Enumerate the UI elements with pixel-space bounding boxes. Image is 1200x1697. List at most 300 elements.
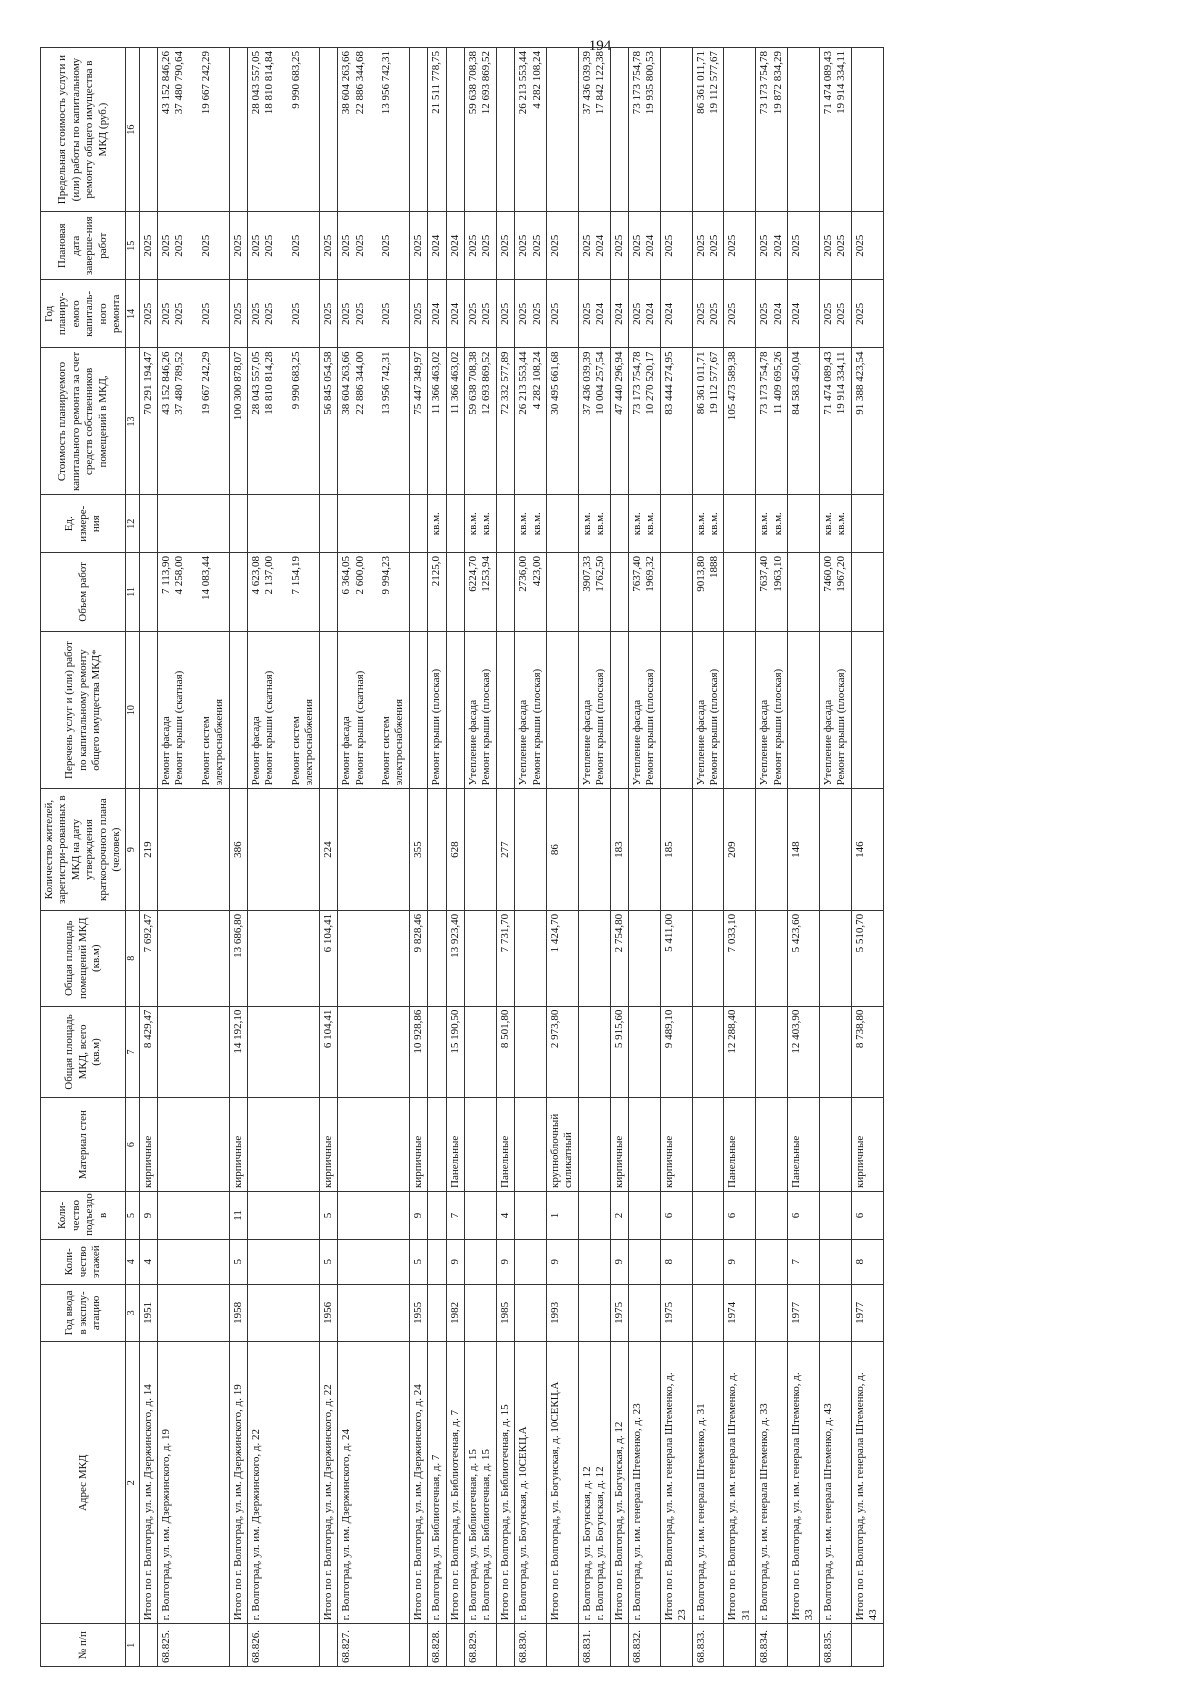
works-list-cell	[756, 631, 788, 789]
planned-year-cell	[660, 280, 692, 348]
limit-cost-line	[367, 51, 380, 208]
unit-line	[412, 498, 425, 549]
limit-cost-line: 19 872 834,29	[771, 51, 784, 115]
table-body	[139, 48, 883, 1667]
planned-cost-cell	[496, 348, 514, 495]
work-volume-line	[449, 556, 462, 628]
work-volume-line	[549, 556, 562, 628]
planned-year-cell	[851, 280, 883, 348]
planned-year-line: 2024	[612, 302, 625, 325]
work-volume-line	[790, 556, 803, 628]
planned-year-cell	[319, 280, 337, 348]
row-number-cell	[319, 1624, 337, 1667]
planned-cost-cell	[319, 348, 337, 495]
premises-area-cell	[428, 910, 446, 1006]
limit-cost-cell	[610, 48, 628, 212]
limit-cost-line: 19 112 577,67	[708, 51, 721, 114]
year-built-cell: 1955	[409, 1284, 427, 1342]
premises-area-cell: 1 424,70	[546, 910, 578, 1006]
limit-cost-line: 4 282 108,24	[530, 51, 543, 109]
limit-cost-cell	[788, 48, 820, 212]
residents-cell: 355	[409, 789, 427, 910]
unit-line	[186, 498, 199, 549]
planned-year-line: 2025	[160, 302, 173, 325]
row-number-cell: 68.832.	[629, 1624, 661, 1667]
planned-cost-cell	[724, 348, 756, 495]
completion-date-cell	[819, 212, 851, 280]
unit-cell	[229, 495, 247, 553]
work-volume-cell	[851, 552, 883, 631]
works-list-cell	[496, 631, 514, 789]
premises-area-cell: 13 686,80	[229, 910, 247, 1006]
unit-line	[232, 498, 245, 549]
entrances-cell	[692, 1191, 724, 1239]
table-row	[629, 48, 661, 1667]
limit-cost-line	[790, 51, 803, 208]
total-area-cell	[515, 1006, 547, 1098]
address-line: 43	[867, 1609, 880, 1621]
total-area-cell: 10 928,86	[409, 1006, 427, 1098]
limit-cost-line: 26 213 553,44	[517, 51, 530, 115]
table-row	[660, 48, 692, 1667]
limit-cost-line	[277, 51, 290, 208]
wall-material-cell: кирпичные	[319, 1098, 337, 1192]
unit-cell	[428, 495, 446, 553]
address-cell	[819, 1342, 851, 1624]
residents-cell	[338, 789, 410, 910]
planned-year-line: 2025	[263, 302, 276, 325]
residents-cell: 224	[319, 789, 337, 910]
completion-date-line: 2025	[466, 234, 479, 257]
residents-cell: 209	[724, 789, 756, 910]
unit-line	[340, 498, 353, 549]
year-built-cell	[338, 1284, 410, 1342]
floors-cell: 5	[409, 1239, 427, 1284]
completion-date-line: 2025	[790, 234, 803, 257]
planned-cost-line: 11 366 463,02	[448, 351, 461, 415]
residents-cell: 219	[139, 789, 157, 910]
planned-cost-line: 37 436 039,39	[580, 351, 593, 415]
planned-year-line: 2025	[411, 302, 424, 325]
planned-year-line: 2025	[580, 302, 593, 325]
entrances-cell	[338, 1191, 410, 1239]
planned-year-cell	[248, 280, 320, 348]
completion-date-cell	[409, 212, 427, 280]
unit-line	[276, 498, 289, 549]
work-volume-line	[412, 556, 425, 628]
completion-date-line: 2025	[853, 234, 866, 257]
wall-material-cell	[464, 1098, 496, 1192]
planned-cost-line: 56 845 054,58	[321, 351, 334, 415]
works-list-line: Ремонт фасада	[340, 716, 353, 786]
planned-year-cell	[464, 280, 496, 348]
unit-line	[250, 498, 263, 549]
premises-area-cell	[248, 910, 320, 1006]
limit-cost-cell	[248, 48, 320, 212]
planned-cost-line: 13 956 742,31	[379, 351, 392, 415]
table-row	[788, 48, 820, 1667]
header-cell: Ед. измере-ния	[41, 495, 126, 553]
entrances-cell: 1	[546, 1191, 578, 1239]
works-list-line	[790, 635, 803, 786]
works-list-line: Ремонт систем электроснабжения	[379, 698, 406, 786]
premises-area-cell: 5 423,60	[788, 910, 820, 1006]
planned-year-cell	[158, 280, 230, 348]
column-number-cell: 9	[126, 789, 139, 910]
planned-year-cell	[496, 280, 514, 348]
work-volume-line: 1963,10	[771, 555, 784, 592]
planned-year-line: 2025	[835, 302, 848, 325]
year-built-cell: 1977	[851, 1284, 883, 1342]
work-volume-line: 2125,0	[430, 555, 443, 587]
total-area-cell	[428, 1006, 446, 1098]
planned-cost-line: 9 990 683,25	[289, 351, 302, 410]
address-line: Итого по г. Волгоград, ул. Библиотечная, д. 15	[498, 1404, 511, 1621]
row-number-cell: 68.833.	[692, 1624, 724, 1667]
planned-year-line	[277, 283, 290, 344]
planned-cost-line: 10 270 520,17	[644, 351, 657, 415]
header-cell: Перечень услуг и (или) работ по капитальному ремонту общего имущества МКД*	[41, 631, 126, 789]
residents-cell: 185	[660, 789, 692, 910]
planned-cost-cell	[515, 348, 547, 495]
limit-cost-cell	[819, 48, 851, 212]
completion-date-line: 2025	[662, 234, 675, 257]
floors-cell	[158, 1239, 230, 1284]
completion-date-line: 2025	[199, 234, 212, 257]
year-built-cell: 1977	[788, 1284, 820, 1342]
entrances-cell	[248, 1191, 320, 1239]
completion-date-cell	[629, 212, 661, 280]
year-built-cell	[464, 1284, 496, 1342]
completion-date-line: 2025	[758, 234, 771, 257]
completion-date-cell	[692, 212, 724, 280]
limit-cost-cell	[660, 48, 692, 212]
planned-cost-line: 37 480 789,52	[173, 351, 186, 415]
planned-cost-line: 19 112 577,67	[708, 351, 721, 415]
planned-cost-cell	[660, 348, 692, 495]
column-number-cell: 10	[126, 631, 139, 789]
address-line: г. Волгоград, ул. им. генерала Штеменко, д. 43	[821, 1403, 834, 1621]
planned-cost-line: 83 444 274,95	[662, 351, 675, 415]
planned-cost-line: 43 152 846,26	[160, 351, 173, 415]
planned-year-line: 2024	[594, 302, 607, 325]
planned-cost-line: 73 173 754,78	[631, 351, 643, 415]
floors-cell	[428, 1239, 446, 1284]
year-built-cell	[248, 1284, 320, 1342]
planned-cost-line: 28 043 557,05	[250, 351, 263, 415]
table-row	[546, 48, 578, 1667]
works-list-cell	[158, 631, 230, 789]
planned-year-cell	[819, 280, 851, 348]
premises-area-cell: 5 411,00	[660, 910, 692, 1006]
completion-date-line: 2025	[379, 234, 392, 257]
planned-year-line: 2024	[662, 302, 675, 325]
limit-cost-line	[187, 51, 200, 208]
column-number-row	[126, 48, 139, 1667]
unit-line: кв.м.	[594, 512, 607, 536]
planned-cost-line	[277, 351, 290, 491]
wall-material-cell	[248, 1098, 320, 1192]
floors-cell: 9	[546, 1239, 578, 1284]
planned-cost-line: 73 173 754,78	[758, 351, 771, 415]
row-number-cell: 68.825.	[158, 1624, 230, 1667]
total-area-cell: 12 403,90	[788, 1006, 820, 1098]
address-line: Итого по г. Волгоград, ул. Богунская, д. 10СЕКЦ.А	[548, 1381, 561, 1621]
premises-area-cell	[629, 910, 661, 1006]
planned-cost-cell	[756, 348, 788, 495]
row-number-cell	[139, 1624, 157, 1667]
completion-date-line: 2025	[160, 234, 173, 257]
planned-cost-cell	[409, 348, 427, 495]
work-volume-line: 2 600,00	[353, 555, 366, 595]
works-list-line: Ремонт систем электроснабжения	[199, 698, 226, 786]
table-row	[229, 48, 247, 1667]
address-cell	[756, 1342, 788, 1624]
planned-year-cell	[515, 280, 547, 348]
header-cell: Количество жителей, зарегистри-рованных в МКД на дату утверждения краткосрочного плана (человек)	[41, 789, 126, 910]
unit-cell	[788, 495, 820, 553]
premises-area-cell: 6 104,41	[319, 910, 337, 1006]
address-line: г. Волгоград, ул. Богунская, д. 12	[580, 1466, 593, 1621]
works-list-cell	[515, 631, 547, 789]
completion-date-line: 2025	[173, 234, 186, 257]
unit-cell	[756, 495, 788, 553]
completion-date-line: 2025	[694, 234, 707, 257]
work-volume-cell	[788, 552, 820, 631]
row-number-cell	[496, 1624, 514, 1667]
planned-year-cell	[338, 280, 410, 348]
address-cell	[158, 1342, 230, 1624]
works-list-line: Ремонт крыши (плоская)	[594, 668, 607, 786]
completion-date-cell	[158, 212, 230, 280]
unit-cell	[139, 495, 157, 553]
total-area-cell	[756, 1006, 788, 1098]
unit-line	[449, 498, 462, 549]
work-volume-cell	[660, 552, 692, 631]
table-row	[464, 48, 496, 1667]
limit-cost-cell	[229, 48, 247, 212]
header-cell: Плановая дата заверше-ния работ	[41, 212, 126, 280]
unit-line	[263, 498, 276, 549]
completion-date-line	[277, 215, 290, 276]
row-number-cell	[788, 1624, 820, 1667]
works-list-line	[499, 635, 512, 786]
work-volume-line	[187, 556, 200, 628]
completion-date-line	[187, 215, 200, 276]
total-area-cell: 6 104,41	[319, 1006, 337, 1098]
unit-line: кв.м.	[644, 512, 657, 536]
completion-date-line: 2025	[548, 234, 561, 257]
address-cell	[409, 1342, 427, 1624]
completion-date-cell	[546, 212, 578, 280]
wall-material-cell: кирпичные	[660, 1098, 692, 1192]
unit-line: кв.м.	[530, 512, 543, 536]
unit-line	[366, 498, 379, 549]
address-line: г. Волгоград, ул. Библиотечная, д. 15	[480, 1449, 493, 1621]
works-list-line: Ремонт крыши (плоская)	[644, 668, 657, 786]
limit-cost-cell	[319, 48, 337, 212]
unit-line	[199, 498, 212, 549]
wall-material-cell	[819, 1098, 851, 1192]
works-list-cell	[409, 631, 427, 789]
header-cell: Общая площадь МКД, всего (кв.м)	[41, 1006, 126, 1098]
planned-cost-line: 19 667 242,29	[199, 351, 212, 415]
limit-cost-line: 18 810 814,84	[263, 51, 276, 115]
limit-cost-cell	[851, 48, 883, 212]
works-list-line: Ремонт систем электроснабжения	[289, 698, 316, 786]
unit-line	[289, 498, 302, 549]
wall-material-cell	[629, 1098, 661, 1192]
row-number-cell: 68.828.	[428, 1624, 446, 1667]
limit-cost-line: 86 361 011,71	[694, 51, 707, 114]
limit-cost-cell	[546, 48, 578, 212]
column-number-cell: 7	[126, 1006, 139, 1098]
completion-date-line: 2025	[480, 234, 493, 257]
wall-material-cell: кирпичные	[409, 1098, 427, 1192]
premises-area-cell: 9 828,46	[409, 910, 427, 1006]
total-area-cell	[692, 1006, 724, 1098]
work-volume-line	[277, 556, 290, 628]
works-list-cell	[446, 631, 464, 789]
row-number-cell	[660, 1624, 692, 1667]
unit-cell	[158, 495, 230, 553]
works-list-cell	[319, 631, 337, 789]
column-number-cell: 8	[126, 910, 139, 1006]
unit-line	[613, 498, 626, 549]
unit-line	[173, 498, 186, 549]
works-list-cell	[629, 631, 661, 789]
row-number-cell: 68.827.	[338, 1624, 410, 1667]
work-volume-cell	[229, 552, 247, 631]
works-list-cell	[692, 631, 724, 789]
premises-area-cell	[158, 910, 230, 1006]
works-list-cell	[610, 631, 628, 789]
unit-line	[160, 498, 173, 549]
work-volume-cell	[409, 552, 427, 631]
address-line: г. Волгоград, ул. им. генерала Штеменко, д. 33	[758, 1403, 771, 1621]
completion-date-cell	[338, 212, 410, 280]
residents-cell	[464, 789, 496, 910]
planned-cost-cell	[229, 348, 247, 495]
repair-register-table	[40, 47, 884, 1667]
wall-material-cell	[158, 1098, 230, 1192]
planned-year-line: 2025	[289, 302, 302, 325]
residents-cell: 146	[851, 789, 883, 910]
floors-cell: 9	[446, 1239, 464, 1284]
entrances-cell	[629, 1191, 661, 1239]
address-cell	[464, 1342, 496, 1624]
planned-cost-cell	[546, 348, 578, 495]
column-number-cell: 12	[126, 495, 139, 553]
entrances-cell	[158, 1191, 230, 1239]
works-list-line	[663, 635, 676, 786]
work-volume-line: 1253,94	[480, 555, 493, 592]
planned-year-cell	[409, 280, 427, 348]
planned-cost-line: 59 638 708,38	[466, 351, 479, 415]
residents-cell	[515, 789, 547, 910]
completion-date-cell	[610, 212, 628, 280]
year-built-cell: 1975	[660, 1284, 692, 1342]
row-number-cell: 68.831.	[578, 1624, 610, 1667]
planned-year-line	[187, 283, 200, 344]
header-cell: Объем работ	[41, 552, 126, 631]
wall-material-cell: Панельные	[788, 1098, 820, 1192]
limit-cost-line: 43 152 846,26	[160, 51, 173, 115]
planned-cost-cell	[629, 348, 661, 495]
address-line: Итого по г. Волгоград, ул. им. генерала Штеменко, д.	[662, 1372, 675, 1621]
planned-cost-line: 72 332 577,89	[498, 351, 511, 415]
address-line: г. Волгоград, ул. Богунская, д. 10СЕКЦ.А	[517, 1426, 530, 1621]
planned-cost-line: 91 388 423,54	[853, 351, 866, 415]
completion-date-cell	[464, 212, 496, 280]
planned-year-line: 2024	[790, 302, 803, 325]
wall-material-cell	[692, 1098, 724, 1192]
planned-cost-cell	[464, 348, 496, 495]
address-cell	[319, 1342, 337, 1624]
address-cell	[724, 1342, 756, 1624]
works-list-cell	[464, 631, 496, 789]
planned-year-line: 2025	[141, 302, 154, 325]
planned-year-line: 2025	[173, 302, 186, 325]
planned-cost-cell	[610, 348, 628, 495]
work-volume-cell	[464, 552, 496, 631]
planned-year-line: 2025	[530, 302, 543, 325]
work-volume-line: 4 258,00	[173, 555, 186, 595]
work-volume-cell	[496, 552, 514, 631]
completion-date-line: 2025	[517, 234, 530, 257]
unit-line: кв.м.	[708, 512, 721, 536]
address-line: 33	[803, 1609, 816, 1621]
row-number-cell	[724, 1624, 756, 1667]
address-line: г. Волгоград, ул. им. генерала Штеменко, д. 23	[631, 1403, 643, 1621]
column-number-cell: 16	[126, 48, 139, 212]
year-built-cell	[578, 1284, 610, 1342]
planned-cost-line: 26 213 553,44	[517, 351, 530, 415]
planned-year-line: 2025	[480, 302, 493, 325]
limit-cost-line: 71 474 089,43	[821, 51, 834, 115]
total-area-cell	[629, 1006, 661, 1098]
limit-cost-line	[232, 51, 245, 208]
row-number-cell	[229, 1624, 247, 1667]
work-volume-cell	[158, 552, 230, 631]
address-cell	[248, 1342, 320, 1624]
work-volume-cell	[139, 552, 157, 631]
works-list-line: Ремонт крыши (плоская)	[430, 668, 443, 786]
planned-year-line: 2025	[726, 302, 739, 325]
planned-cost-cell	[819, 348, 851, 495]
planned-cost-line: 10 004 257,54	[594, 351, 607, 415]
planned-year-cell	[446, 280, 464, 348]
completion-date-line: 2025	[321, 234, 334, 257]
wall-material-cell: кирпичные	[229, 1098, 247, 1192]
limit-cost-line: 17 842 122,38	[594, 51, 607, 115]
address-cell	[496, 1342, 514, 1624]
planned-cost-cell	[692, 348, 724, 495]
total-area-cell	[248, 1006, 320, 1098]
unit-cell	[338, 495, 410, 553]
completion-date-cell	[851, 212, 883, 280]
planned-cost-line: 30 495 661,68	[548, 351, 561, 415]
limit-cost-line	[854, 51, 867, 208]
unit-line: кв.м.	[631, 512, 643, 536]
table-row	[692, 48, 724, 1667]
works-list-line	[322, 635, 335, 786]
planned-cost-line: 86 361 011,71	[694, 351, 707, 415]
work-volume-cell	[724, 552, 756, 631]
limit-cost-line	[613, 51, 626, 208]
address-cell	[578, 1342, 610, 1624]
page-number: 194	[588, 38, 612, 54]
